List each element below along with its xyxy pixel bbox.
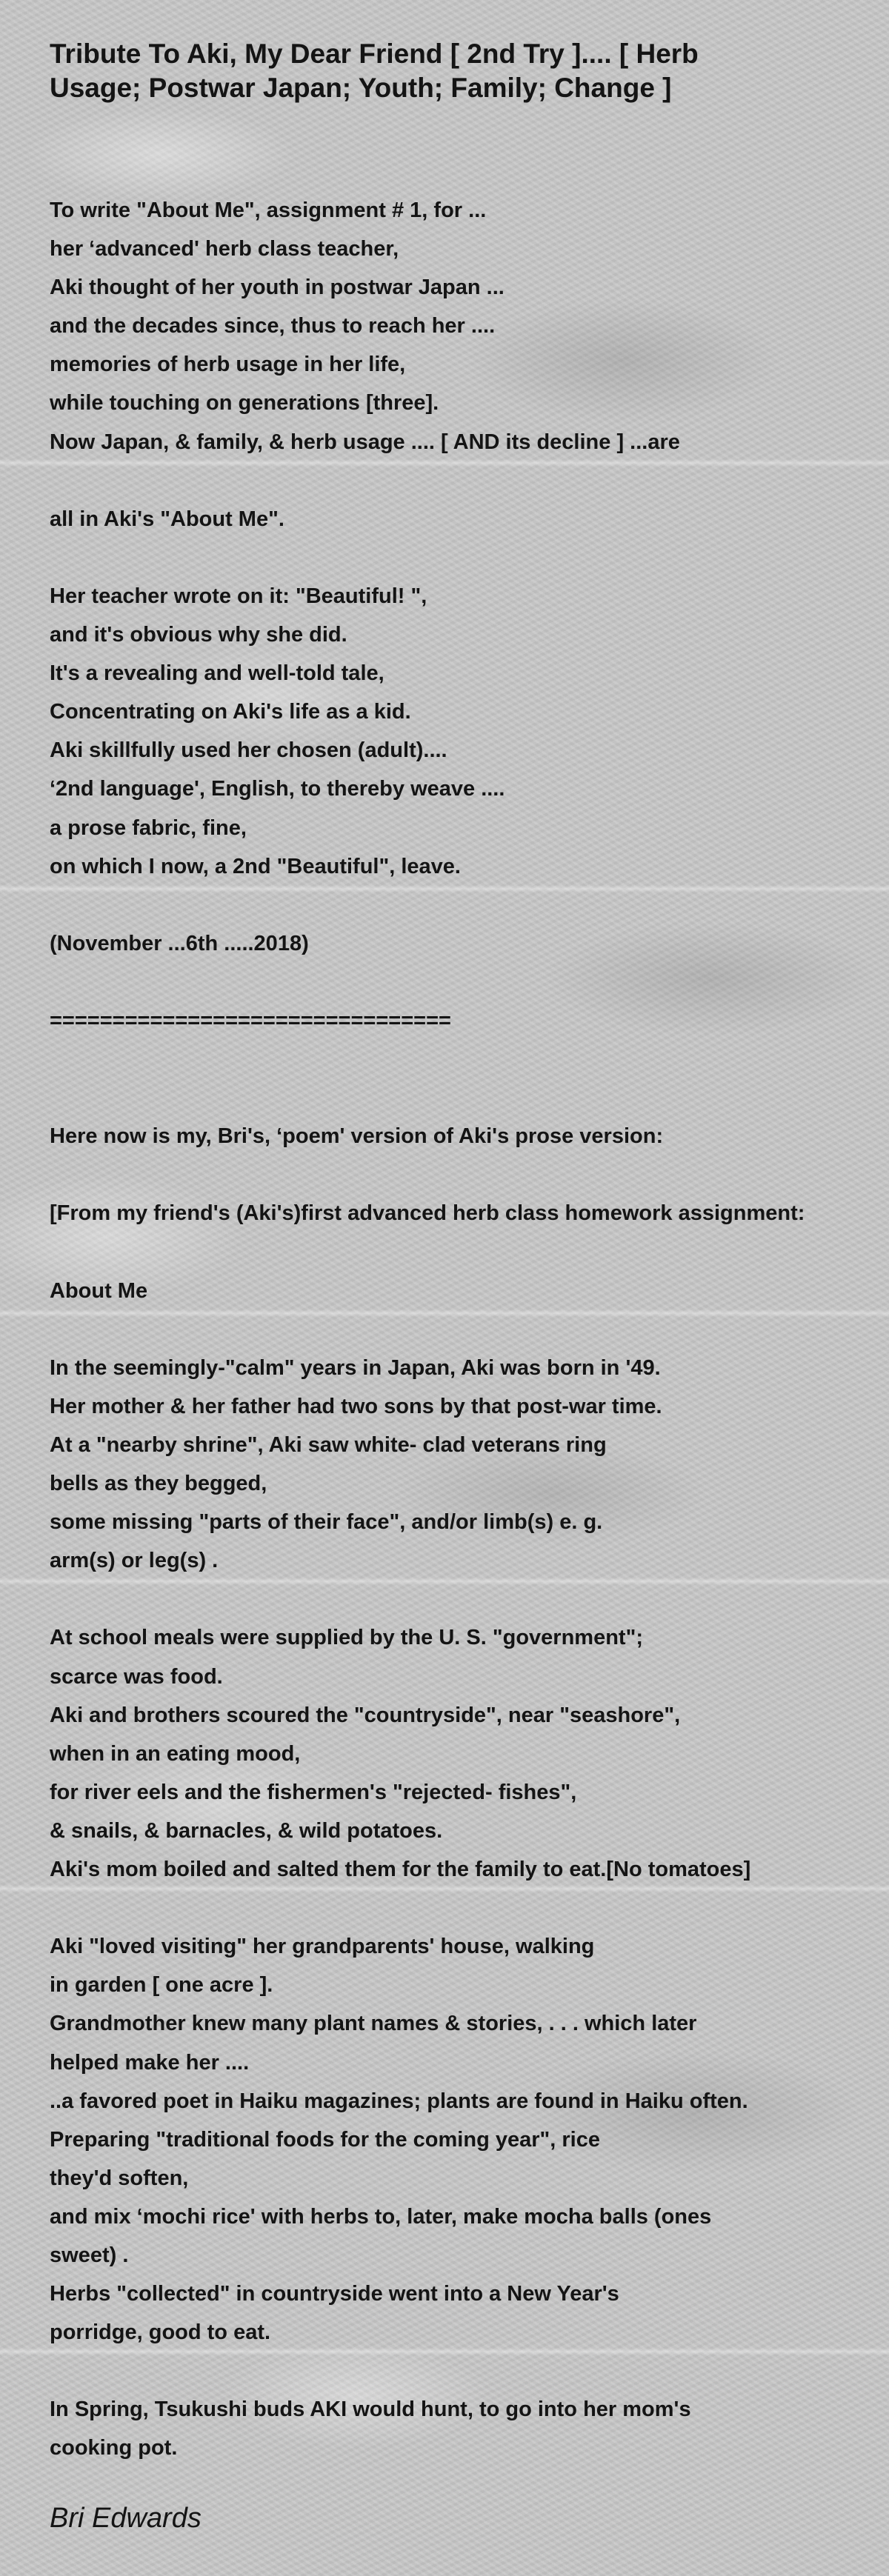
stanza-break <box>50 538 889 577</box>
poem-line: a prose fabric, fine, <box>50 815 247 840</box>
poem-line: on which I now, a 2nd "Beautiful", leave. <box>50 854 461 878</box>
stanza-break <box>50 1040 889 1078</box>
poem-line: To write "About Me", assignment # 1, for ... <box>50 198 487 222</box>
poem-line: in garden [ one acre ]. <box>50 1973 273 1998</box>
poem-line: bells as they begged, <box>50 1472 267 1496</box>
poem-line: memories of herb usage in her life, <box>50 353 406 377</box>
stanza-break <box>50 2352 889 2390</box>
poem-line: Aki and brothers scoured the "countryside", near "seashore", <box>50 1703 681 1727</box>
poem-line: [From my friend's (Aki's)first advanced herb class homework assignment: <box>50 1201 805 1226</box>
poem-title: Tribute To Aki, My Dear Friend [ 2nd Try ].... [ Herb Usage; Postwar Japan; Youth; Family; Change ] <box>50 39 699 103</box>
stanza-break <box>50 1155 889 1194</box>
poem-line: for river eels and the fishermen's "rejected- fishes", <box>50 1780 577 1804</box>
poem-line: and the decades since, thus to reach her .... <box>50 314 496 338</box>
poem-line: Concentrating on Aki's life as a kid. <box>50 700 411 724</box>
stanza-break <box>50 1078 889 1117</box>
poem-line: helped make her .... <box>50 2050 250 2075</box>
poem-line: while touching on generations [three]. <box>50 391 439 416</box>
poem-line: In the seemingly-"calm" years in Japan, Aki was born in '49. <box>50 1355 661 1380</box>
stanza-break <box>50 1889 889 1927</box>
stanza-break <box>50 963 889 1001</box>
poem-line: and mix ‘mochi rice' with herbs to, later, make mocha balls (ones <box>50 2204 712 2229</box>
poem-line: It's a revealing and well-told tale, <box>50 661 384 686</box>
poem-line: porridge, good to eat. <box>50 2320 271 2345</box>
poem-line: About Me <box>50 1278 148 1303</box>
poem-author: Bri Edwards <box>50 2503 202 2534</box>
poem-line: scarce was food. <box>50 1664 223 1689</box>
stanza-break <box>50 1580 889 1618</box>
poem-line: Preparing "traditional foods for the coming year", rice <box>50 2127 600 2152</box>
poem-line: when in an eating mood, <box>50 1741 301 1766</box>
poem-line: ================================ <box>50 1008 451 1032</box>
poem-line: Grandmother knew many plant names & stories, . . . which later <box>50 2012 697 2036</box>
poem-line: her ‘advanced' herb class teacher, <box>50 237 399 261</box>
poem-line: Aki "loved visiting" her grandparents' house, walking <box>50 1935 595 1959</box>
poem-line: At a "nearby shrine", Aki saw white- clad veterans ring <box>50 1433 607 1457</box>
poem-line: Herbs "collected" in countryside went into a New Year's <box>50 2282 619 2306</box>
poem-line: and it's obvious why she did. <box>50 623 347 647</box>
poem-line: At school meals were supplied by the U. S. "government"; <box>50 1626 643 1650</box>
poem-line: all in Aki's "About Me". <box>50 507 284 531</box>
poem-line: they'd soften, <box>50 2166 189 2190</box>
poem-line: In Spring, Tsukushi buds AKI would hunt, to go into her mom's <box>50 2398 691 2422</box>
poem-body <box>50 191 889 2468</box>
poem-line: sweet) . <box>50 2243 129 2267</box>
stanza-break <box>50 1310 889 1349</box>
poem-line: Aki thought of her youth in postwar Japan ... <box>50 276 505 300</box>
poem-line: some missing "parts of their face", and/or limb(s) e. g. <box>50 1510 603 1535</box>
stanza-break <box>50 1233 889 1272</box>
poem-line: (November ...6th .....2018) <box>50 931 309 955</box>
stanza-break <box>50 461 889 500</box>
stanza-break <box>50 886 889 924</box>
poem-line: ..a favored poet in Haiku magazines; plants are found in Haiku often. <box>50 2089 748 2113</box>
poem-line: & snails, & barnacles, & wild potatoes. <box>50 1818 443 1843</box>
poem-line: Her teacher wrote on it: "Beautiful! ", <box>50 584 427 608</box>
poem-line: Her mother & her father had two sons by that post-war time. <box>50 1394 662 1418</box>
poem-line: Aki skillfully used her chosen (adult).... <box>50 738 447 763</box>
poem-line: Here now is my, Bri's, ‘poem' version of Aki's prose version: <box>50 1124 664 1149</box>
poem-line: Aki's mom boiled and salted them for the family to eat.[No tomatoes] <box>50 1858 751 1882</box>
poem-line: cooking pot. <box>50 2436 178 2460</box>
poem-line: arm(s) or leg(s) . <box>50 1549 219 1573</box>
poem-line: Now Japan, & family, & herb usage .... [ AND its decline ] ...are <box>50 430 680 454</box>
poem-line: ‘2nd language', English, to thereby weave .... <box>50 777 505 801</box>
